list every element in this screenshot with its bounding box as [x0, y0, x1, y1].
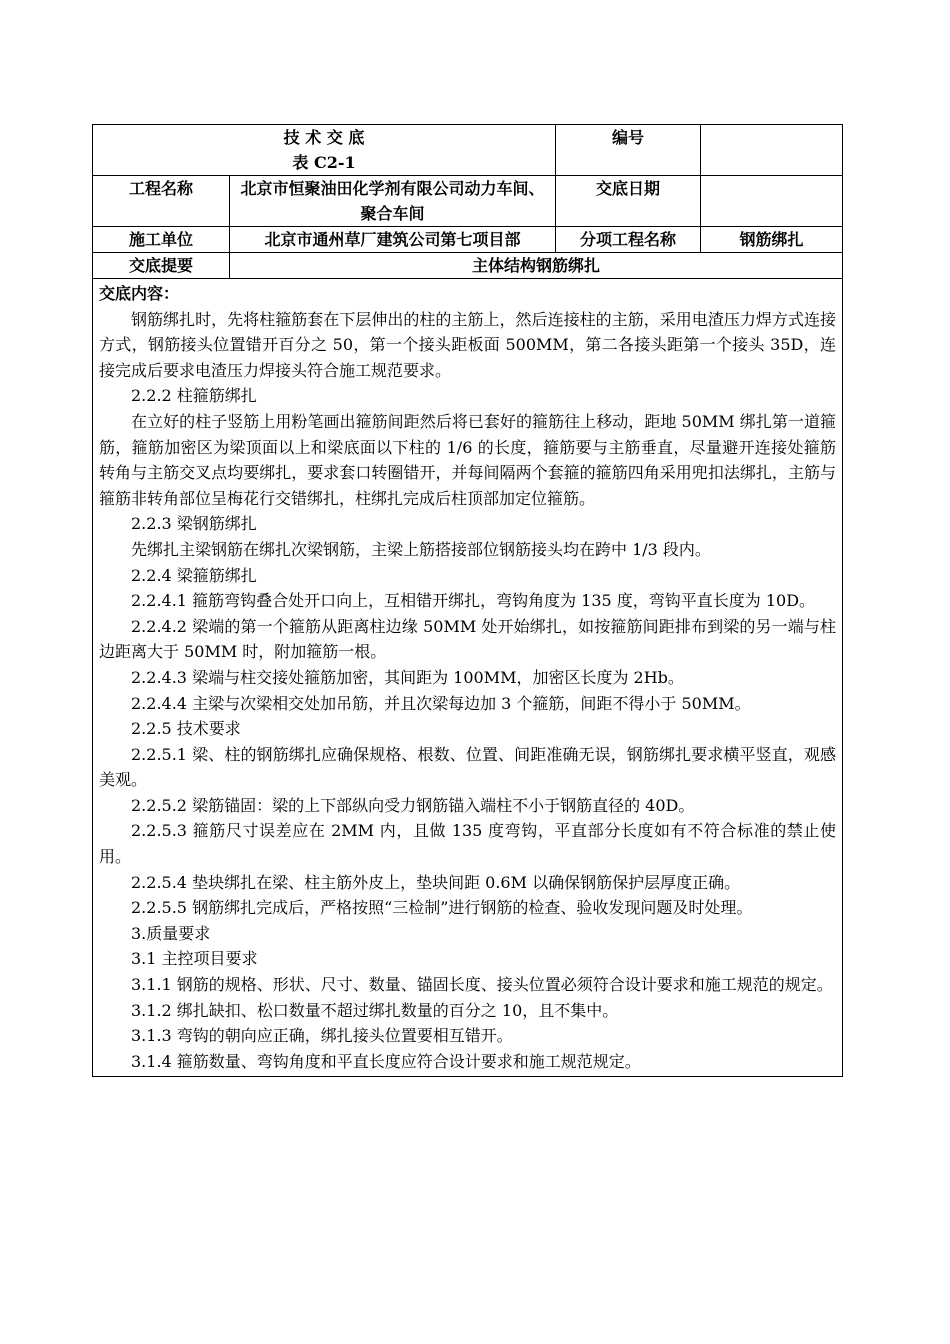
- project-value[interactable]: 北京市恒聚油田化学剂有限公司动力车间、聚合车间: [230, 176, 556, 227]
- content-paragraph: 2.2.4.4 主梁与次梁相交处加吊筋，并且次梁每边加 3 个箍筋，间距不得小于 50MM。: [131, 693, 751, 713]
- project-label: 工程名称: [93, 176, 230, 227]
- content-paragraph: 3.1.4 箍筋数量、弯钩角度和平直长度应符合设计要求和施工规范规定。: [131, 1051, 641, 1071]
- content-paragraph: 3.1.3 弯钩的朝向应正确，绑扎接头位置要相互错开。: [131, 1026, 513, 1046]
- content-paragraph: 2.2.5 技术要求: [131, 719, 241, 739]
- content-paragraph: 2.2.5.3 箍筋尺寸误差应在 2MM 内，且做 135 度弯钩，平直部分长度如有不符合标准的禁止使用。: [99, 821, 836, 867]
- content-paragraph: 2.2.5.5 钢筋绑扎完成后，严格按照“三检制”进行钢筋的检查、验收发现问题及时处理。: [131, 898, 753, 918]
- summary-row: [93, 253, 843, 279]
- form-number: 表 C2-1: [292, 153, 356, 172]
- date-value[interactable]: [701, 176, 843, 227]
- content-paragraph: 2.2.4 梁箍筋绑扎: [131, 565, 257, 585]
- date-label: 交底日期: [556, 176, 701, 227]
- content-cell: [93, 279, 843, 1077]
- content-paragraph: 2.2.5.1 梁、柱的钢筋绑扎应确保规格、根数、位置、间距准确无误，钢筋绑扎要求横平竖直，观感美观。: [99, 744, 836, 790]
- summary-value[interactable]: 主体结构钢筋绑扎: [230, 253, 843, 279]
- content-paragraph: 3.1.1 钢筋的规格、形状、尺寸、数量、锚固长度、接头位置必须符合设计要求和施工规范的规定。: [131, 975, 833, 995]
- sub-project-label: 分项工程名称: [556, 227, 701, 253]
- content-paragraph: 2.2.3 梁钢筋绑扎: [131, 514, 257, 534]
- content-paragraph: 2.2.4.1 箍筋弯钩叠合处开口向上，互相错开绑扎，弯钩角度为 135 度，弯钩平直长度为 10D。: [131, 591, 816, 611]
- summary-label: 交底提要: [93, 253, 230, 279]
- number-value[interactable]: [701, 125, 843, 176]
- project-row: [93, 176, 843, 227]
- unit-value[interactable]: 北京市通州草厂建筑公司第七项目部: [230, 227, 556, 253]
- disclosure-form-table: [92, 124, 843, 1077]
- content-paragraph: 3.1.2 绑扎缺扣、松口数量不超过绑扎数量的百分之 10，且不集中。: [131, 1000, 619, 1020]
- content-paragraph: 3.质量要求: [131, 923, 211, 943]
- content-paragraph: 2.2.4.2 梁端的第一个箍筋从距离柱边缘 50MM 处开始绑扎，如按箍筋间距排布到梁的另一端与柱边距离大于 50MM 时，附加箍筋一根。: [99, 616, 836, 662]
- content-paragraph: 2.2.5.2 梁筋锚固：梁的上下部纵向受力钢筋锚入端柱不小于钢筋直径的 40D。: [131, 795, 695, 815]
- sub-project-value[interactable]: 钢筋绑扎: [701, 227, 843, 253]
- content-row: [93, 279, 843, 1077]
- unit-label: 施工单位: [93, 227, 230, 253]
- content-paragraph: 2.2.5.4 垫块绑扎在梁、柱主筋外皮上，垫块间距 0.6M 以确保钢筋保护层厚度正确。: [131, 872, 741, 892]
- header-row: [93, 125, 843, 176]
- number-label: 编号: [556, 125, 701, 176]
- content-paragraph: 在立好的柱子竖筋上用粉笔画出箍筋间距然后将已套好的箍筋往上移动，距地 50MM 绑扎第一道箍筋，箍筋加密区为梁顶面以上和梁底面以下柱的 1/6 的长度，箍筋要与主筋垂直，尽量避开连接处箍筋转角与主筋交叉点均要绑扎，要求套口转圈错开，并每间隔两个套箍的箍筋四角采用兜扣法绑扎，主筋与箍筋非转角部位呈梅花行交错绑扎，柱绑扎完成后柱顶部加定位箍筋。: [99, 411, 836, 508]
- content-paragraph: 3.1 主控项目要求: [131, 949, 258, 969]
- content-paragraph: 钢筋绑扎时，先将柱箍筋套在下层伸出的柱的主筋上，然后连接柱的主筋，采用电渣压力焊方式连接方式，钢筋接头位置错开百分之 50，第一个接头距板面 500MM，第二各接头距第一个接头 35D，连接完成后要求电渣压力焊接头符合施工规范要求。: [99, 309, 836, 380]
- content-paragraph: 2.2.4.3 梁端与柱交接处箍筋加密，其间距为 100MM，加密区长度为 2Hb。: [131, 667, 684, 687]
- content-paragraph: 先绑扎主梁钢筋在绑扎次梁钢筋，主梁上筋搭接部位钢筋接头均在跨中 1/3 段内。: [131, 539, 711, 559]
- content-label: 交底内容：: [99, 284, 180, 303]
- title-cell: [93, 125, 556, 176]
- content-paragraph: 2.2.2 柱箍筋绑扎: [131, 386, 257, 406]
- unit-row: [93, 227, 843, 253]
- form-title: 技 术 交 底: [283, 128, 365, 147]
